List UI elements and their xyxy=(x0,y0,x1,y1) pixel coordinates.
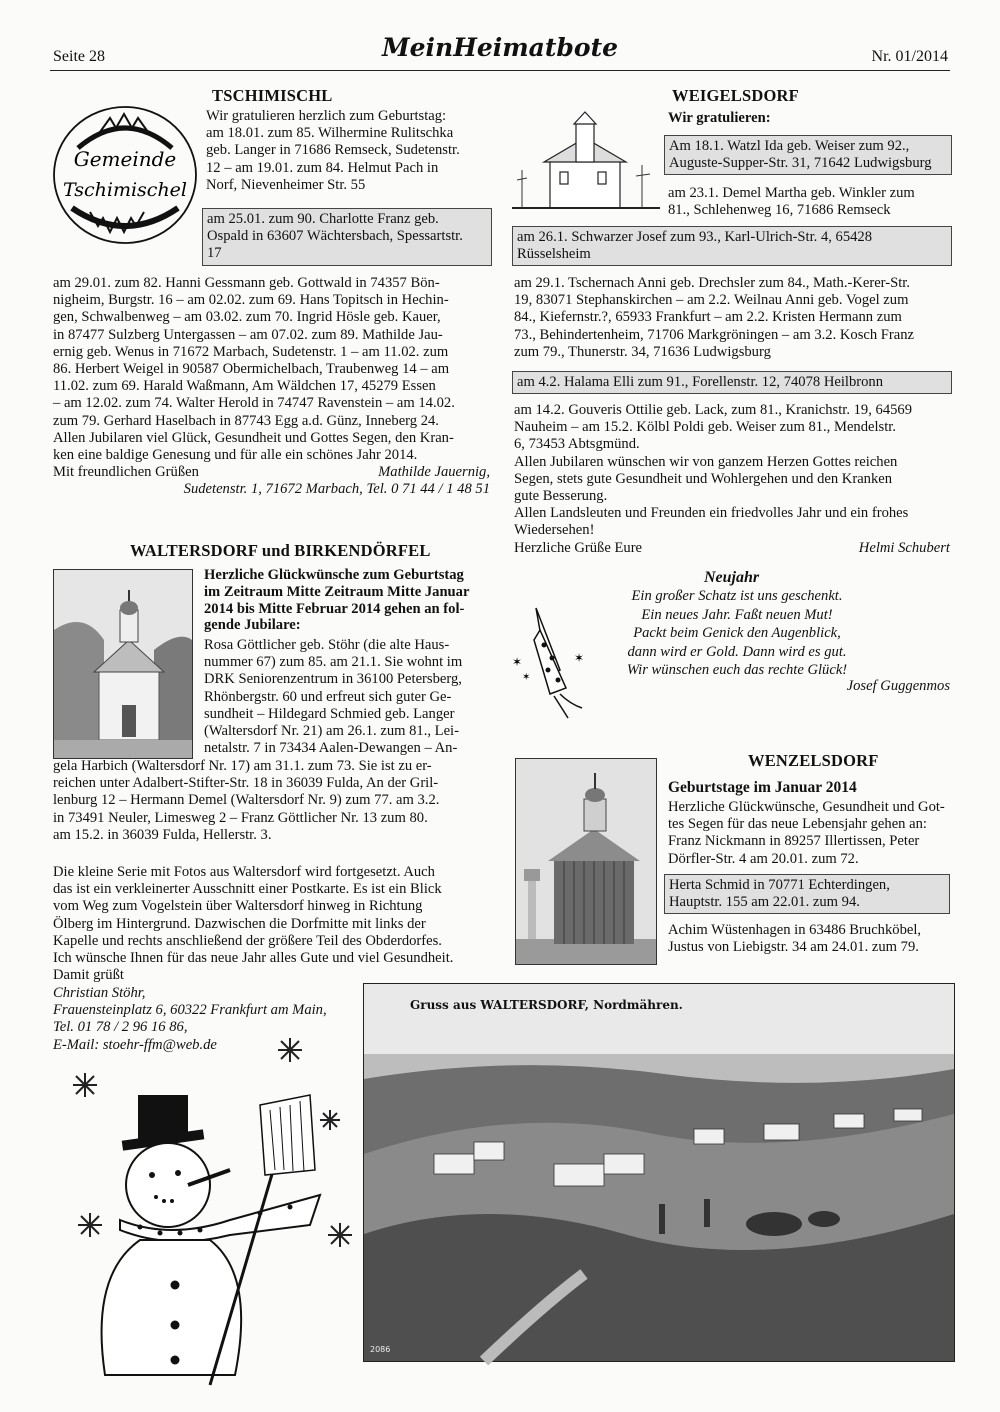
neujahr-author: Josef Guggenmos xyxy=(846,678,950,694)
weigelsdorf-box-1: Am 18.1. Watzl Ida geb. Weiser zum 92., Auguste-Supper-Str. 31, 71642 Ludwigsburg xyxy=(664,135,952,175)
postcard-caption: Gruss aus WALTERSDORF, Nordmähren. xyxy=(410,998,683,1012)
wenzelsdorf-after: Achim Wüstenhagen in 63486 Bruchköbel, Justus von Liebigstr. 34 am 24.01. zum 79. xyxy=(668,922,922,956)
weigelsdorf-box-2: am 26.1. Schwarzer Josef zum 93., Karl-Ulrich-Str. 4, 65428 Rüsselsheim xyxy=(512,226,952,266)
church-drawing xyxy=(512,110,660,218)
waltersdorf-intro: Herzliche Glückwünsche zum Geburtstag im Zeitraum Mitte Zeitraum Mitte Januar 2014 bis Mitte Februar 2014 gehen an fol- gende Jubilare: xyxy=(204,567,470,634)
wenzelsdorf-intro: Herzliche Glückwünsche, Gesundheit und Got- tes Segen für das neue Lebensjahr gehen an: Franz Nickmann in 89257 Illertissen, Peter Dörfler-Str. 4 am 20.01. zum 72. xyxy=(668,799,945,867)
tschimischl-heading: TSCHIMISCHL xyxy=(212,86,333,105)
weigelsdorf-heading: WEIGELSDORF xyxy=(672,86,799,105)
waltersdorf-signature: Christian Stöhr, Frauensteinplatz 6, 60322 Frankfurt am Main, Tel. 01 78 / 2 96 16 86, E-Mail: stoehr-ffm@web.de xyxy=(53,985,327,1053)
issue-number: Nr. 01/2014 xyxy=(871,48,948,65)
tschimischl-signer: Mathilde Jauernig, xyxy=(378,464,490,481)
waltersdorf-full-text: gela Harbich (Waltersdorf Nr. 17) am 31.1. zum 73. Sie ist zu er- reichen unter Adalbert-Stifter-Str. 18 in 36039 Fulda, An der Gril- lenburg 12 – Hermann Demel (Waltersdorf Nr. 9) zum 77. am 3.2. in 73491 Neuler, Limesweg 2 – Franz Göttlicher Nr. 13 zum 80. am 15.2. in 36039 Fulda, Hellerstr. 3. xyxy=(53,758,440,843)
snowman-illustration xyxy=(60,1035,360,1395)
tschimischl-body: am 29.01. zum 82. Hanni Gessmann geb. Gottwald in 74357 Bön- nigheim, Burgstr. 16 – am 02.02. zum 69. Hans Topitsch in Hechin- gen, Schwalbenweg – am 03.02. zum 70. Ingrid Hösle geb. Kauer, in 87477 Sulzberg Untergassen – am 07.02. zum 89. Mathilde Jau- ernig geb. Wenus in 71672 Marbach, Sudetenstr. 1 – am 11.02. zum 86. Herbert Weigel in 90587 Obermichelbach, Traubenweg 14 – am 11.02. zum 69. Harald Waßmann, Am Wäldchen 17, 45279 Essen – am 12.02. zum 74. Walter Herold in 74747 Ravenstein – am 14.02. zum 79. Gerhard Haselbach in 87743 Egg a.d. Günz, Inneberg 24. Allen Jubilaren viel Glück, Gesundheit und Gottes Segen, den Kran- ken eine baldige Genesung und für alle ein schönes Jahr 2014. Mit freundlichen Grüßen Mathilde Jauernig, Sudetenstr. 1, 71672 Marbach, Tel. 0 71 44 / 1 48 51 xyxy=(53,275,490,498)
wenzelsdorf-box: Herta Schmid in 70771 Echterdingen, Hauptstr. 155 am 22.01. zum 94. xyxy=(664,874,950,914)
page-number: Seite 28 xyxy=(53,48,105,65)
waltersdorf-heading: WALTERSDORF und BIRKENDÖRFEL xyxy=(130,541,431,560)
weigelsdorf-box-3: am 4.2. Halama Elli zum 91., Forellenstr. 12, 74078 Heilbronn xyxy=(512,371,952,394)
masthead-logo xyxy=(381,26,619,68)
stamp-line-1: Gemeinde xyxy=(73,147,177,171)
tschimischl-box: am 25.01. zum 90. Charlotte Franz geb. Ospald in 63607 Wächtersbach, Spessartstr. 17 xyxy=(202,208,492,266)
tschimischl-intro: Wir gratulieren herzlich zum Geburtstag: am 18.01. zum 85. Wilhermine Rulitschka geb. Langer in 71686 Remseck, Sudetenstr. 12 – am 19.01. zum 84. Helmut Pach in Norf, Nievenheimer Str. 55 xyxy=(206,108,460,193)
svg-text:✶: ✶ xyxy=(512,655,523,669)
svg-text:✶: ✶ xyxy=(574,651,585,665)
wenzelsdorf-heading: WENZELSDORF xyxy=(748,751,879,770)
weigelsdorf-subheading: Wir gratulieren: xyxy=(668,110,771,126)
waltersdorf-series-text: Die kleine Serie mit Fotos aus Waltersdorf wird fortgesetzt. Auch das ist ein verkleinerter Ausschnitt einer Postkarte. Es ist ein Blick vom Weg zum Vogelstein über Waltersdorf hinweg in Richtung Ölberg im Hintergrund. Dazwischen die Dorfmitte mit links der Kapelle und rechts anschließend der größere Teil des Obderdorfes. Ich wünsche Ihnen für das neue Jahr alles Gute und viel Gesundheit. Damit grüßt xyxy=(53,864,454,984)
waltersdorf-side-text: Rosa Göttlicher geb. Stöhr (die alte Haus- nummer 67) zum 85. am 21.1. Sie wohnt im DRK Seniorenzentrum in 36100 Petersberg, Rhönbergstr. 60 und erfreut sich guter Ge- sundheit – Hildegard Schmied geb. Langer (Waltersdorf Nr. 21) am 26.1. zum 81., Lei- netalstr. 7 in 73434 Aalen-Dewangen – An- xyxy=(204,637,463,757)
chapel-photo xyxy=(53,569,193,759)
wenzelsdorf-subheading: Geburtstage im Januar 2014 xyxy=(668,779,857,796)
masthead-text: MeinHeimatbote xyxy=(381,33,619,62)
header-rule xyxy=(50,70,950,71)
neujahr-poem: Ein großer Schatz ist uns geschenkt. Ein neues Jahr. Faßt neuen Mut! Packt beim Genick den Augenblick, dann wird er Gold. Dann wird es gut. Wir wünschen euch das rechte Glück! xyxy=(626,588,848,678)
weigelsdorf-body: am 29.1. Tschernach Anni geb. Drechsler zum 84., Math.-Kerer-Str. 19, 83071 Stephanskirchen – am 2.2. Weilnau Anni geb. Vogel zum 84., Kiefernstr.?, 65933 Frankfurt – am 2.2. Kristen Hermann zum 73., Behindertenheim, 71706 Markgröningen – am 3.2. Kosch Franz zum 79., Thunerstr. 34, 71636 Ludwigsburg xyxy=(514,275,915,360)
svg-text:✶: ✶ xyxy=(522,672,531,683)
stamp-line-2: Tschimischel xyxy=(62,179,188,201)
tschimischl-signer-address: Sudetenstr. 1, 71672 Marbach, Tel. 0 71 44 / 1 48 51 xyxy=(183,481,490,498)
waltersdorf-postcard xyxy=(363,983,955,1362)
gemeinde-stamp xyxy=(50,104,200,246)
weigelsdorf-greeting: Herzliche Grüße Eure xyxy=(514,539,643,556)
wooden-chapel-photo xyxy=(515,758,657,965)
weigelsdorf-after-box-1: am 23.1. Demel Martha geb. Winkler zum 81., Schlehenweg 16, 71686 Remseck xyxy=(668,185,915,219)
rocket-illustration xyxy=(508,600,598,720)
neujahr-title: Neujahr xyxy=(704,569,760,586)
postcard-number: 2086 xyxy=(370,1345,391,1354)
weigelsdorf-closing: am 14.2. Gouveris Ottilie geb. Lack, zum 81., Kranichstr. 19, 64569 Nauheim – am 15.2. Kölbl Poldi geb. Weiser zum 81., Mendelstr. 6, 73453 Abtsgmünd. Allen Jubilaren wünschen wir von ganzem Herzen Gottes reichen Segen, stets gute Gesundheit und Wohlergehen und den Kranken gute Besserung. Allen Landsleuten und Freunden ein friedvolles Jahr und ein frohes Wiedersehen! Herzliche Grüße Eure Helmi Schubert xyxy=(514,402,950,556)
tschimischl-greeting: Mit freundlichen Grüßen xyxy=(53,464,199,481)
weigelsdorf-signer: Helmi Schubert xyxy=(858,539,950,556)
